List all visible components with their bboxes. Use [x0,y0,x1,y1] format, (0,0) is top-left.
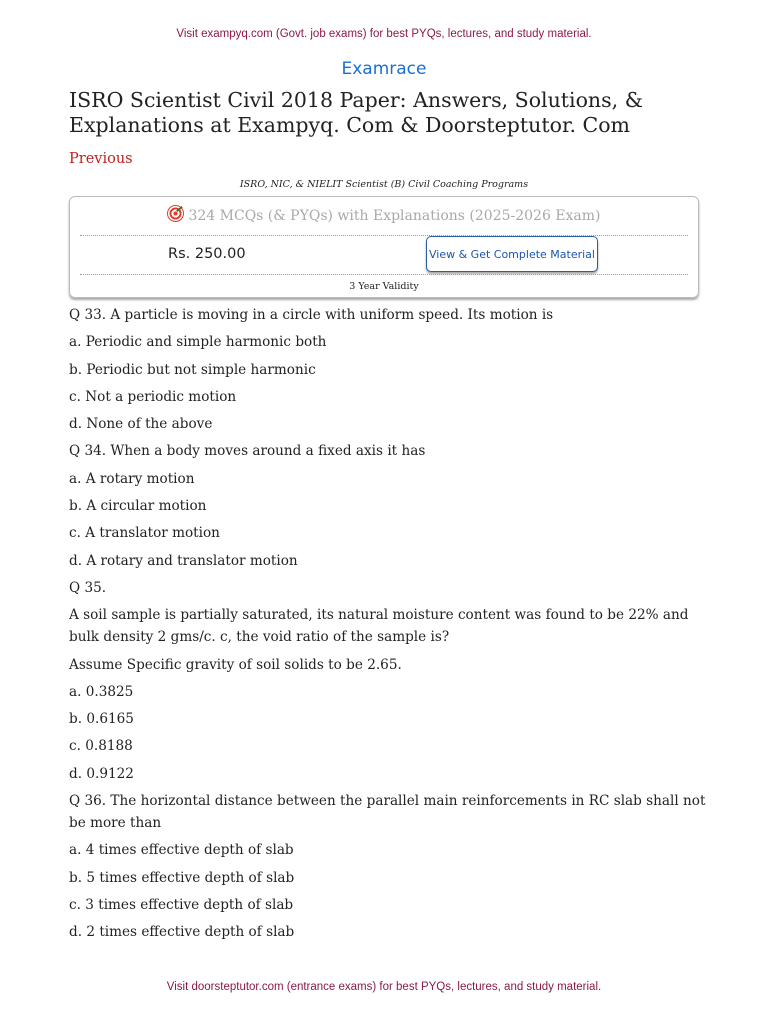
option-line: a. 0.3825 [69,683,134,700]
question-text: Assume Specific gravity of soil solids to be 2.65. [69,656,402,673]
view-complete-material-button[interactable]: View & Get Complete Material [426,236,598,272]
option-line: c. A translator motion [69,525,220,542]
site-logo-link[interactable]: Examrace [341,59,427,79]
validity-label: 3 Year Validity [349,281,419,292]
coaching-programs-title: ISRO, NIC, & NIELIT Scientist (B) Civil Coaching Programs [239,179,529,190]
option-line: a. Periodic and simple harmonic both [69,334,327,351]
page-title: ISRO Scientist Civil 2018 Paper: Answers, Solutions, & Explanations at Exampyq. Com & Doorsteptutor. Com [69,88,643,137]
option-line: c. 3 times effective depth of slab [69,896,294,913]
bottom-banner-link[interactable]: Visit doorsteptutor.com (entrance exams) for best PYQs, lectures, and study material. [166,981,602,993]
product-header-label: 324 MCQs (& PYQs) with Explanations (2025-2026 Exam) [188,208,601,224]
question-line: Q 33. A particle is moving in a circle with uniform speed. Its motion is [69,307,554,323]
option-line: d. 0.9122 [69,765,134,782]
target-icon [167,205,184,222]
option-line: b. 5 times effective depth of slab [69,869,295,886]
top-banner-link[interactable]: Visit exampyq.com (Govt. job exams) for best PYQs, lectures, and study material. [176,28,592,40]
question-line: Q 36. The horizontal distance between the parallel main reinforcements in RC slab shall not be more than [69,793,706,832]
question-list [69,304,709,949]
question-text: A soil sample is partially saturated, its natural moisture content was found to be 22% and bulk density 2 gms/c. c, the void ratio of the sample is? [69,607,689,646]
product-header [70,205,698,224]
option-line: c. Not a periodic motion [69,388,237,405]
option-line: b. A circular motion [69,498,207,515]
option-line: d. 2 times effective depth of slab [69,924,295,941]
option-line: d. None of the above [69,416,213,433]
previous-link[interactable]: Previous [69,151,133,167]
option-line: a. 4 times effective depth of slab [69,842,294,859]
option-line: a. A rotary motion [69,470,195,487]
option-line: d. A rotary and translator motion [69,552,298,569]
option-line: b. 0.6165 [69,711,134,728]
divider [80,274,688,275]
question-line: Q 35. [69,579,107,596]
divider [80,235,688,236]
option-line: b. Periodic but not simple harmonic [69,361,316,378]
product-card [69,196,699,298]
question-line: Q 34. When a body moves around a fixed axis it has [69,443,426,460]
product-price: Rs. 250.00 [168,246,246,262]
option-line: c. 0.8188 [69,738,133,755]
